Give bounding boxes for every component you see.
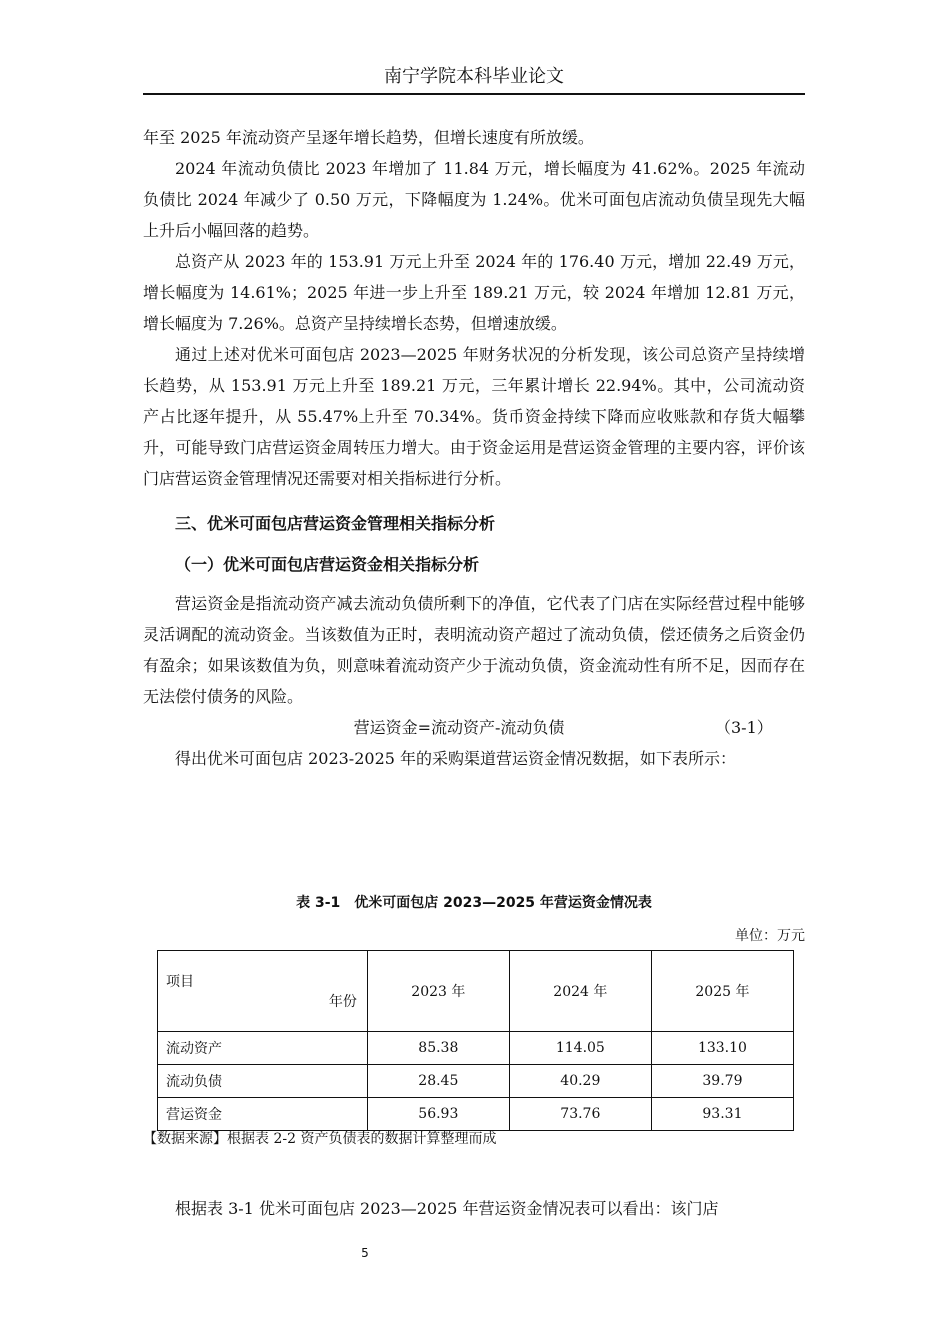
row-label: 流动负债 bbox=[158, 1065, 368, 1098]
formula-number: （3-1） bbox=[715, 718, 773, 737]
subsection-heading: （一）优米可面包店营运资金相关指标分析 bbox=[175, 555, 480, 574]
row-label: 营运资金 bbox=[158, 1098, 368, 1131]
table-cell: 39.79 bbox=[651, 1065, 793, 1098]
table-source-note: 【数据来源】根据表 2-2 资产负债表的数据计算整理而成 bbox=[143, 1131, 497, 1147]
row-label: 流动资产 bbox=[158, 1032, 368, 1065]
table-row bbox=[158, 1098, 794, 1131]
formula-expression: 营运资金=流动资产-流动负债 bbox=[353, 718, 565, 737]
page-number: 5 bbox=[361, 1246, 369, 1260]
table-unit: 单位：万元 bbox=[735, 928, 805, 944]
table-cell: 73.76 bbox=[509, 1098, 651, 1131]
year-header: 2024 年 bbox=[509, 951, 651, 1032]
table-row bbox=[158, 1065, 794, 1098]
table-cell: 93.31 bbox=[651, 1098, 793, 1131]
paragraph: 通过上述对优米可面包店 2023—2025 年财务状况的分析发现，该公司总资产呈持续增长趋势，从 153.91 万元上升至 189.21 万元，三年累计增长 22.94%。其中，公司流动资产占比逐年提升，从 55.47%上升至 70.34%。货币资金持续下降而应收账款和存货大幅攀升，可能导致门店营运资金周转压力增大。由于资金运用是营运资金管理的主要内容，评价该门店营运资金管理情况还需要对相关指标进行分析。 bbox=[143, 345, 805, 488]
table-row bbox=[158, 1032, 794, 1065]
paragraph: 得出优米可面包店 2023-2025 年的采购渠道营运资金情况数据，如下表所示： bbox=[175, 749, 737, 768]
table-caption: 表 3-1 优米可面包店 2023—2025 年营运资金情况表 bbox=[296, 895, 652, 911]
page-header: 南宁学院本科毕业论文 bbox=[143, 64, 805, 95]
table-cell: 85.38 bbox=[367, 1032, 509, 1065]
paragraph: 总资产从 2023 年的 153.91 万元上升至 2024 年的 176.40 万元，增加 22.49 万元，增长幅度为 14.61%；2025 年进一步上升至 189.21 万元，较 2024 年增加 12.81 万元，增长幅度为 7.26%。总资产呈持续增长态势，但增速放缓。 bbox=[143, 252, 805, 333]
table-cell: 40.29 bbox=[509, 1065, 651, 1098]
table-header-row bbox=[158, 951, 794, 1032]
formula bbox=[143, 712, 805, 743]
table-cell: 114.05 bbox=[509, 1032, 651, 1065]
paragraph: 根据表 3-1 优米可面包店 2023—2025 年营运资金情况表可以看出：该门店 bbox=[175, 1199, 719, 1218]
table-cell: 133.10 bbox=[651, 1032, 793, 1065]
year-header: 2023 年 bbox=[367, 951, 509, 1032]
corner-year-label: 年份 bbox=[328, 994, 357, 1010]
body-text bbox=[143, 122, 805, 774]
paragraph: 2024 年流动负债比 2023 年增加了 11.84 万元，增长幅度为 41.62%。2025 年流动负债比 2024 年减少了 0.50 万元，下降幅度为 1.24%。优米可面包店流动负债呈现先大幅上升后小幅回落的趋势。 bbox=[143, 159, 805, 240]
section-heading: 三、优米可面包店营运资金管理相关指标分析 bbox=[175, 514, 496, 533]
corner-item-label: 项目 bbox=[166, 974, 194, 990]
year-header: 2025 年 bbox=[651, 951, 793, 1032]
paragraph: 营运资金是指流动资产减去流动负债所剩下的净值，它代表了门店在实际经营过程中能够灵活调配的流动资金。当该数值为正时，表明流动资产超过了流动负债，偿还债务之后资金仍有盈余；如果该数值为负，则意味着流动资产少于流动负债，资金流动性有所不足，因而存在无法偿付债务的风险。 bbox=[143, 594, 805, 706]
data-table bbox=[157, 950, 794, 1131]
table-cell: 28.45 bbox=[367, 1065, 509, 1098]
table-cell: 56.93 bbox=[367, 1098, 509, 1131]
paragraph: 年至 2025 年流动资产呈逐年增长趋势，但增长速度有所放缓。 bbox=[143, 128, 594, 147]
table-corner-cell bbox=[158, 951, 368, 1032]
